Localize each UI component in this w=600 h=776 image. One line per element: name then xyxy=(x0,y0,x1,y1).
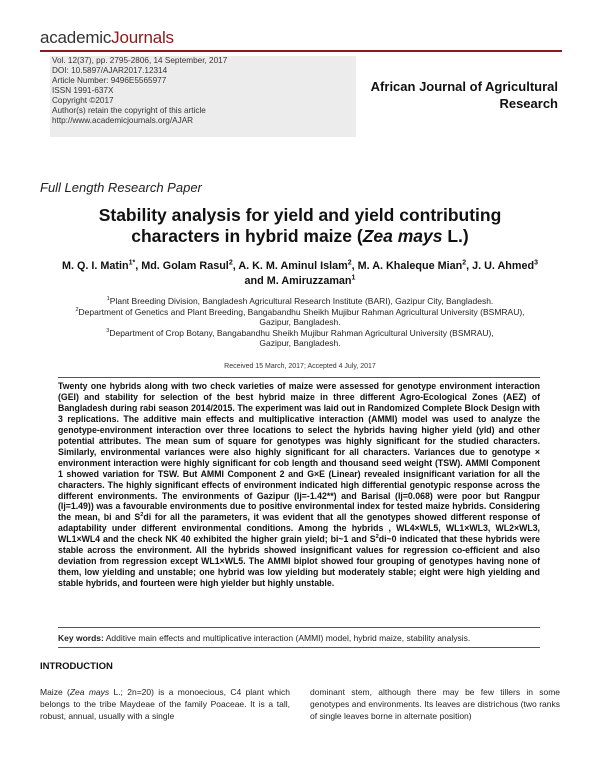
author-affiliation-mark: 3 xyxy=(534,259,539,267)
author-affiliation-mark: 2 xyxy=(347,259,352,267)
title-species: Zea mays xyxy=(362,226,443,246)
affiliation-item xyxy=(40,307,560,328)
affiliation-item xyxy=(40,296,560,307)
abstract-superscript: 2 xyxy=(375,534,379,541)
author-name: , A. K. M. Aminul Islam xyxy=(232,260,348,272)
paper-type: Full Length Research Paper xyxy=(40,180,202,195)
intro-text: L.; 2n=20) is a monoecious, C4 plant which belongs to the tribe Maydeae of the family Poaceae. It is a tall, robust, annual, usually with a single xyxy=(40,687,291,721)
affiliation-item xyxy=(40,328,560,349)
received-dates: Received 15 March, 2017; Accepted 4 July, 2017 xyxy=(224,363,376,370)
journal-name xyxy=(364,78,558,112)
affiliation-text: Gazipur, Bangladesh. xyxy=(259,317,341,327)
info-copyright: Copyright ©2017 xyxy=(52,96,114,105)
author-line2 xyxy=(40,274,560,289)
logo-text-academic: academic xyxy=(40,28,112,47)
author-name: M. Q. I. Matin xyxy=(61,260,129,272)
abstract-text: Twenty one hybrids along with two check varieties of maize were assessed for genotype environment interaction (GEI) and stability for selection of the best hybrid maize in three different Agro-Ecological Zones (AEZ) of Bangladesh during rabi season 2014/2015. The experiment was laid out in Randomized Complete Block Design with 3 replications. The additive main effects and multiplicative interaction (AMMI) model was used to analyze the genotype-environment interaction over three locations to select the hybrids having higher yield (yld) and other potential attributes. The mean sum of square for genotypes was highly significant for the studied characters. Similarly, environmental variances were also highly significant for all characters. Variances due to genotype × environment interaction were highly significant for cob length and thousand seed weight (TSW). AMMI Component 1 showed variation for TSW. But AMMI Component 2 and G×E (Linear) revealed insignificant variation for all the characters. The highly significant effects of environment indicated high differential genotypic response across the different environments. The environments of Gazipur (Ij=-1.42**) and Barisal (Ij=0.068) were poor but Rangpur (Ij=1.49)) was a favourable environments due to positive environmental index for tested maize hybrids. Considering the mean, bi and S xyxy=(58,381,540,523)
info-article-number: Article Number: 9496E5565977 xyxy=(52,76,167,85)
info-issn: ISSN 1991-637X xyxy=(52,86,114,95)
affiliation-number: 2 xyxy=(75,306,79,313)
author-affiliation-mark: 1* xyxy=(128,259,136,267)
title-line2 xyxy=(40,226,560,247)
intro-column-left xyxy=(40,686,290,722)
author-name: , Md. Golam Rasul xyxy=(135,260,229,272)
author-affiliation-mark: 2 xyxy=(462,259,467,267)
affiliation-number: 3 xyxy=(106,327,110,334)
affiliation-number: 1 xyxy=(106,296,110,303)
article-info-box xyxy=(50,56,356,137)
abstract-top-rule xyxy=(58,377,540,378)
title-text: characters in hybrid maize ( xyxy=(131,226,363,246)
affiliation-text: Department of Genetics and Plant Breeding, Bangabandhu Sheikh Mujibur Rahman Agricultural University (BSMRAU), xyxy=(78,306,525,317)
keywords xyxy=(58,633,540,643)
keywords-rule xyxy=(58,647,540,648)
keywords-label: Key words: xyxy=(58,633,104,643)
author-line1 xyxy=(40,259,560,274)
affiliation-text: Plant Breeding Division, Bangladesh Agricultural Research Institute (BARI), Gazipur City, Bangladesh. xyxy=(109,296,494,306)
abstract-text: di~0 indicated that these hybrids were stable across the environment. All the hybrids showed insignificant values for regression co-efficient and also deviation from regression except WL1×WL5. The AMMI biplot showed four grouping of genotypes having none of them, low yielding and unstable; one hybrid was low yielding but moderately stable; eight were high yielding and stable hybrids, and fourteen were high yielder but highly unstable. xyxy=(58,534,540,589)
author-affiliation-mark: 2 xyxy=(228,259,233,267)
intro-column-right: dominant stem, although there may be few tillers in some genotypes and environments. Its leaves are districhous (two ranks of single leaves borne in alternate position) xyxy=(310,687,560,721)
logo-text-journals: Journals xyxy=(111,28,174,47)
abstract-bottom-rule xyxy=(58,627,540,628)
keywords-text: Additive main effects and multiplicative interaction (AMMI) model, hybrid maize, stability analysis. xyxy=(103,633,471,643)
journal-name-line1: African Journal of Agricultural xyxy=(370,79,558,94)
journal-name-line2: Research xyxy=(499,96,558,111)
intro-text: Maize ( xyxy=(40,687,70,697)
author-name: , M. A. Khaleque Mian xyxy=(351,260,463,272)
introduction-heading: INTRODUCTION xyxy=(40,661,113,672)
abstract xyxy=(58,381,540,589)
affiliation-text: Gazipur, Bangladesh. xyxy=(259,338,341,348)
title-suffix: L.) xyxy=(442,226,469,246)
info-rights: Author(s) retain the copyright of this article xyxy=(52,106,206,115)
header-divider xyxy=(40,50,562,52)
author-name: and M. Amiruzzaman xyxy=(244,275,352,287)
info-doi: DOI: 10.5897/AJAR2017.12314 xyxy=(52,66,168,75)
info-volume: Vol. 12(37), pp. 2795-2806, 14 September, 2017 xyxy=(52,56,228,65)
intro-species: Zea mays xyxy=(69,687,110,697)
journal-publisher-logo xyxy=(40,28,174,48)
author-affiliation-mark: 1 xyxy=(351,274,356,282)
author-name: , J. U. Ahmed xyxy=(466,260,535,272)
affiliation-text: Department of Crop Botany, Bangabandhu Sheikh Mujibur Rahman Agricultural University (BSMRAU), xyxy=(109,327,494,338)
affiliation-list xyxy=(40,296,560,349)
author-list xyxy=(40,259,560,289)
title-line1: Stability analysis for yield and yield contributing xyxy=(98,205,502,225)
abstract-text: di for all the parameters, it was evident that all the genotypes showed different response of adaptability under different environmental conditions. Among the hybrids , WL4×WL5, WL1×WL3, WL2×WL3, WL1×WL4 and the check NK 40 exhibited the higher grain yield; bi~1 and S xyxy=(58,512,540,545)
info-url[interactable]: http://www.academicjournals.org/AJAR xyxy=(52,116,194,125)
abstract-superscript: 2 xyxy=(140,512,144,519)
paper-title xyxy=(40,205,560,247)
